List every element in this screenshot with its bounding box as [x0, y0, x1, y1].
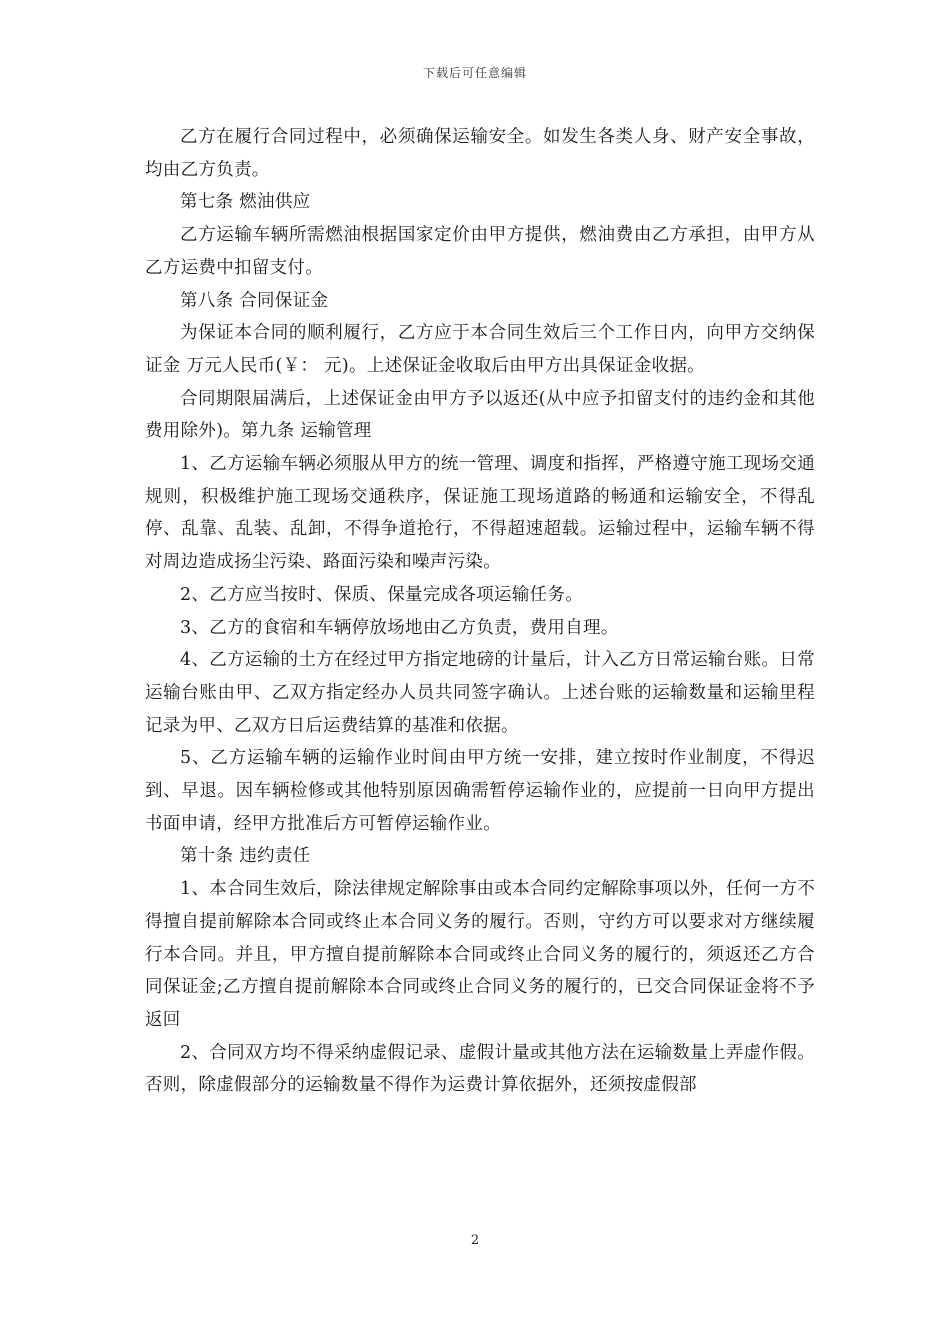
paragraph-management-5: 5、乙方运输车辆的运输作业时间由甲方统一安排，建立按时作业制度，不得迟到、早退。因车辆检修或其他特别原因确需暂停运输作业的，应提前一日向甲方提出书面申请，经甲方批准后方可暂停运输作业。: [145, 748, 815, 834]
article-10-heading: 第十条 违约责任: [180, 846, 311, 867]
paragraph-liability-1: 1、本合同生效后，除法律规定解除事由或本合同约定解除事项以外，任何一方不得擅自提前解除本合同或终止本合同义务的履行。否则，守约方可以要求对方继续履行本合同。并且，甲方擅自提前解除本合同或终止合同义务的履行的，须返还乙方合同保证金;乙方擅自提前解除本合同或终止合同义务的履行的，已交合同保证金将不予返回: [145, 879, 815, 1030]
page-number: 2: [470, 1233, 480, 1248]
paragraph-management-2: 2、乙方应当按时、保质、保量完成各项运输任务。: [180, 584, 584, 605]
paragraph-liability-2: 2、合同双方均不得采纳虚假记录、虚假计量或其他方法在运输数量上弄虚作假。否则，除虚假部分的运输数量不得作为运费计算依据外，还须按虚假部: [145, 1042, 815, 1096]
paragraph-management-4: 4、乙方运输的土方在经过甲方指定地磅的计量后，计入乙方日常运输台账。日常运输台账由甲、乙双方指定经办人员共同签字确认。上述台账的运输数量和运输里程记录为甲、乙双方日后运费结算的基准和依据。: [145, 650, 815, 736]
paragraph-management-3: 3、乙方的食宿和车辆停放场地由乙方负责，费用自理。: [180, 617, 619, 638]
document-body: [145, 121, 815, 1102]
article-7-heading: 第七条 燃油供应: [180, 192, 311, 213]
paragraph-deposit: 为保证本合同的顺利履行，乙方应于本合同生效后三个工作日内，向甲方交纳保证金 万元人民币(￥： 元)。上述保证金收取后由甲方出具保证金收据。: [145, 323, 815, 376]
paragraph-management-1: 1、乙方运输车辆必须服从甲方的统一管理、调度和指挥，严格遵守施工现场交通规则，积极维护施工现场交通秩序，保证施工现场道路的畅通和运输安全，不得乱停、乱靠、乱装、乱卸，不得争道抢行，不得超速超载。运输过程中，运输车辆不得对周边造成扬尘污染、路面污染和噪声污染。: [145, 454, 815, 573]
page-header: 下载后可任意编辑: [422, 66, 527, 80]
paragraph-deposit-return: 合同期限届满后，上述保证金由甲方予以返还(从中应予扣留支付的违约金和其他费用除外)。第九条 运输管理: [145, 388, 815, 442]
paragraph-fuel: 乙方运输车辆所需燃油根据国家定价由甲方提供，燃油费由乙方承担，由甲方从乙方运费中扣留支付。: [145, 225, 815, 278]
paragraph-safety: 乙方在履行合同过程中，必须确保运输安全。如发生各类人身、财产安全事故，均由乙方负责。: [145, 127, 815, 180]
article-8-heading: 第八条 合同保证金: [180, 290, 329, 311]
